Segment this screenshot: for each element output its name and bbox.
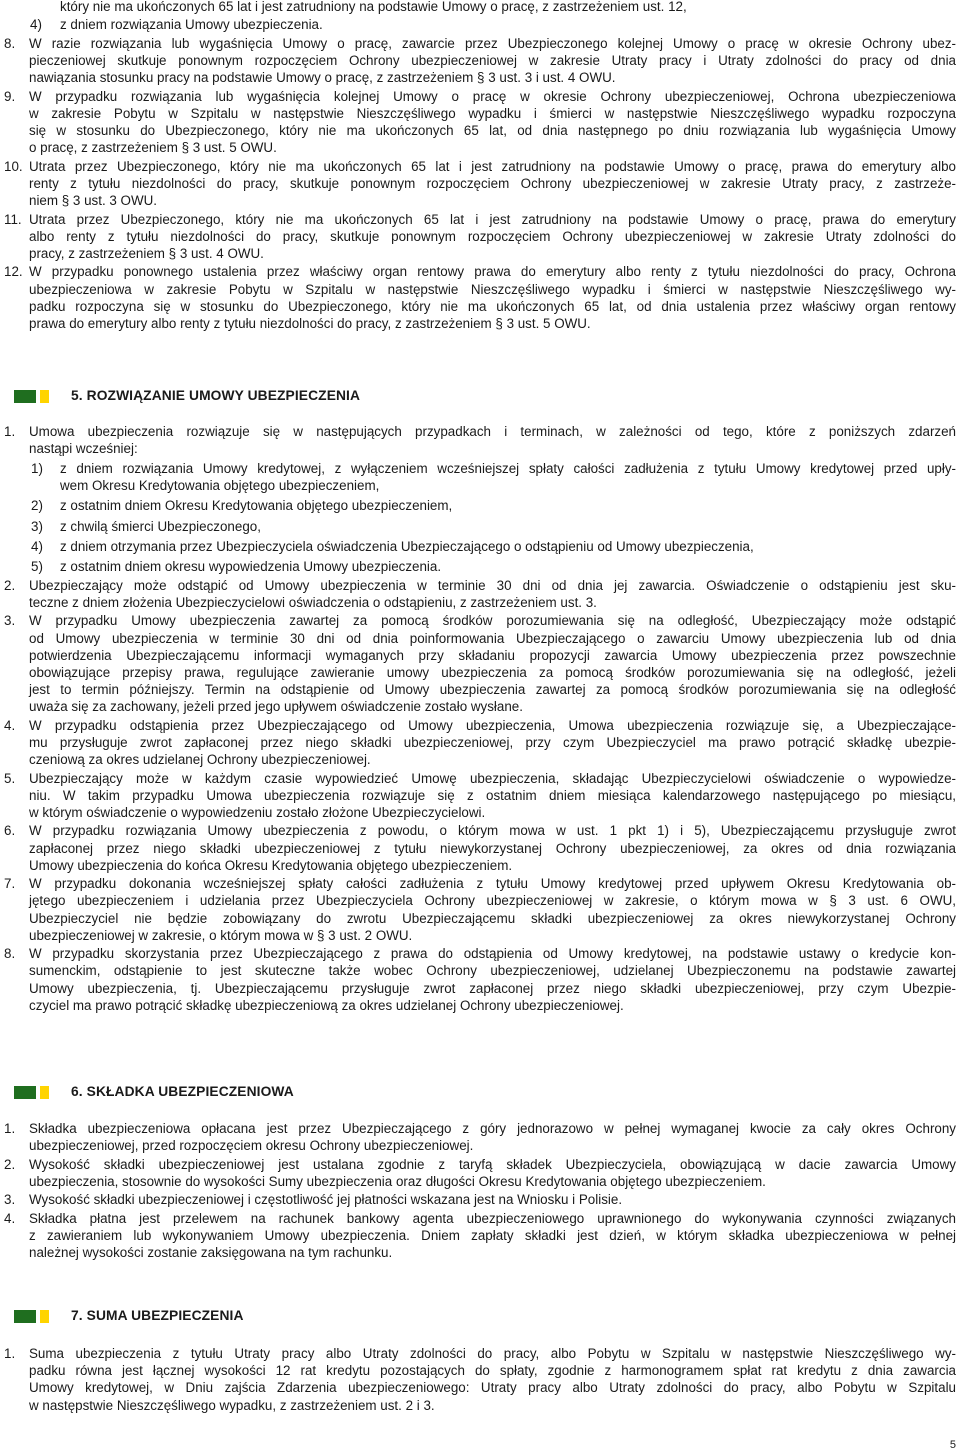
list-item-line: sumenckim, odstąpienie to jest skuteczne także wobec Ochrony ubezpieczeniowej, udzielanej Ubezpieczonemu na podstawie zawartej (29, 963, 956, 979)
list-number: 3. (4, 613, 16, 629)
list-item-line: o pracę, z zastrzeżeniem § 3 ust. 5 OWU. (29, 140, 277, 156)
list-item-line: Ubezpieczyciel nie będzie zobowiązany do zwrotu Ubezpieczającemu składki ubezpieczeniowej za okres niewykorzystanej Ochrony (29, 910, 956, 926)
list-item-line: W razie rozwiązania lub wygaśnięcia Umowy o pracę, zawarcie przez Ubezpieczonego kolejnej Umowy o pracę w okresie Ochrony ubez- (29, 36, 956, 51)
list-number: 2) (31, 498, 43, 514)
continued-text-line: który nie ma ukończonych 65 lat i jest zatrudniony na podstawie Umowy o pracę, z zastrzeżeniem ust. 12, (60, 0, 687, 14)
heading-marker-yellow (40, 1086, 49, 1099)
list-number: 7. (4, 876, 16, 892)
list-item-line: z dniem rozwiązania Umowy kredytowej, z wyłączeniem wcześniejszej spłaty całości zadłużenia z tytułu Umowy kredytowej przed upły- (60, 460, 956, 476)
list-item-line: w zakresie Pobytu w Szpitalu w następstwie Nieszczęśliwego wypadku i śmierci w następstwie Nieszczęśliwego wypadku rozpoczyna (29, 106, 956, 121)
list-number: 8. (4, 36, 16, 51)
list-number: 5. (4, 770, 16, 786)
list-item-line: pieczeniowej skutkuje ponownym rozpoczęciem Ochrony ubezpieczeniowej w zakresie Utraty pracy i Utraty zdolności do pracy od dnia (29, 53, 956, 69)
list-number: 1. (4, 1121, 16, 1136)
list-number: 1. (4, 424, 16, 439)
list-item-line: W przypadku odstąpienia przez Ubezpieczającego od Umowy ubezpieczenia, Umowa ubezpieczenia rozwiązuje się, a Ubezpieczające- (29, 717, 956, 733)
list-number: 5) (31, 559, 43, 575)
list-item-line: Ubezpieczający może w każdym czasie wypowiedzieć Umowę ubezpieczenia, składając Ubezpieczycielowi oświadczenie o wypowiedze- (29, 770, 956, 786)
heading-marker-yellow (40, 1310, 49, 1323)
list-item-line: Umowy ubezpieczenia, tj. Ubezpieczającemu przysługuje zwrot zapłaconej przez niego składki ubezpieczeniowej, przy czym Ubezpie- (29, 980, 956, 996)
list-item-line: Utrata przez Ubezpieczonego, który nie ma ukończonych 65 lat i jest zatrudniony na podstawie Umowy o pracę, prawa do emerytury albo (29, 158, 956, 174)
list-item-line: albo renty z tytułu niezdolności do pracy, skutkuje ponownym rozpoczęciem Ochrony ubezpieczeniowej w zakresie Utraty zdolności do (29, 228, 956, 244)
list-item-line: W przypadku ponownego ustalenia przez właściwy organ rentowy prawa do emerytury albo renty z tytułu niezdolności do pracy, Ochrona (29, 264, 956, 280)
heading-marker-yellow (40, 390, 49, 403)
list-item-line: W przypadku dokonania wcześniejszej spłaty całości zadłużenia z tytułu Umowy kredytowej przed upływem Okresu Kredytowania ob- (29, 876, 956, 892)
list-number: 1) (31, 460, 43, 476)
section-heading (0, 1306, 960, 1328)
list-item-line: pracy, z zastrzeżeniem § 3 ust. 4 OWU. (29, 246, 264, 261)
list-item-line: Składka ubezpieczeniowa opłacana jest przez Ubezpieczającego z góry jednorazowo w pełnej wymaganej kwocie za cały okres Ochrony (29, 1121, 956, 1136)
list-item-line: nawiązania stosunku pracy na podstawie Umowy o pracę, z zastrzeżeniem § 3 ust. 3 i ust. 4 OWU. (29, 70, 616, 86)
list-item-line: potwierdzenia Ubezpieczającemu informacji wymaganych przy składaniu propozycji zawarcia Umowy ubezpieczenia przez powszechnie (29, 647, 956, 663)
section-title: 6. SKŁADKA UBEZPIECZENIOWA (71, 1084, 294, 1099)
list-item-line: w którym oświadczenie o wypowiedzeniu zostało złożone Ubezpieczycielowi. (29, 805, 486, 820)
list-item-line: ubezpieczeniowa w zakresie Pobytu w Szpitalu w następstwie Nieszczęśliwego wypadku i śmierci w następstwie Nieszczęśliwego wy- (29, 281, 956, 297)
list-item-line: wem Okresu Kredytowania objętego ubezpieczeniem, (60, 477, 380, 493)
list-number: 2. (4, 1156, 16, 1172)
list-item-line: od Umowy ubezpieczenia w terminie 30 dni od dnia poinformowania Ubezpieczającego o zawarciu Umowy ubezpieczenia lub od dnia (29, 630, 956, 646)
list-item-line: w następstwie Nieszczęśliwego wypadku, z zastrzeżeniem ust. 2 i 3. (29, 1397, 435, 1413)
list-item-line: należnej wysokości zostanie zaksięgowana na tym rachunku. (29, 1245, 393, 1260)
list-item-line: zapłaconej przez niego składki ubezpieczeniowej z tytułu niewykorzystanej Ochrony ubezpieczeniowej, za okres od dnia rozwiązania (29, 840, 956, 856)
list-number: 12. (4, 264, 23, 280)
list-item-line: renty z tytułu niezdolności do pracy, skutkuje ponownym rozpoczęciem Ochrony ubezpieczeniowej w zakresie Utraty pracy, z zastrzeże- (29, 176, 956, 191)
list-item-line: padku rozpoczyna się w stosunku do Ubezpieczonego, który nie ma ukończonych 65 lat, od dnia ustalenia przez właściwy organ rentowy (29, 298, 956, 314)
heading-marker-green (14, 1310, 36, 1323)
list-item-line: Składka płatna jest przelewem na rachunek bankowy agenta ubezpieczeniowego uprawnionego do wykonywania czynności związanych (29, 1210, 956, 1226)
list-item-line: ubezpieczeniowej w zakresie, o którym mowa w § 3 ust. 2 OWU. (29, 927, 413, 943)
list-item-line: teczne z dniem złożenia Ubezpieczycielowi oświadczenia o odstąpieniu, z zastrzeżeniem ust. 3. (29, 595, 597, 610)
list-item-line: niu. W takim przypadku Umowa ubezpieczenia rozwiązuje się z ostatnim dniem miesiąca kalendarzowego następującego po miesiącu, (29, 787, 956, 803)
section-title: 7. SUMA UBEZPIECZENIA (71, 1308, 244, 1323)
list-number: 4. (4, 717, 16, 733)
list-item-line: z ostatnim dniem okresu wypowiedzenia Umowy ubezpieczenia. (60, 559, 442, 575)
list-item-line: Wysokość składki ubezpieczeniowej jest ustalana zgodnie z taryfą składek Ubezpieczyciela, obowiązującą w dacie zawarcia Umowy (29, 1156, 956, 1172)
list-item-line: się w stosunku do Ubezpieczonego, który nie ma ukończonych 65 lat, od dnia następnego po dniu rozwiązania lub wygaśnięcia Umowy (29, 123, 956, 139)
list-number: 6. (4, 823, 16, 839)
list-number: 8. (4, 946, 16, 962)
list-item-line: Suma ubezpieczenia z tytułu Utraty pracy albo Utraty zdolności do pracy, albo Pobytu w Szpitalu w następstwie Nieszczęśliwego wy- (29, 1346, 956, 1361)
list-number: 11. (4, 211, 22, 227)
list-item-line: z ostatnim dniem Okresu Kredytowania objętego ubezpieczeniem, (60, 498, 453, 514)
section-title: 5. ROZWIĄZANIE UMOWY UBEZPIECZENIA (71, 388, 361, 403)
list-item-line: uważa się za zachowany, jeżeli przed jego upływem oświadczenie zostało wysłane. (29, 699, 523, 715)
list-item-line: prawa do emerytury albo renty z tytułu niezdolności do pracy, z zastrzeżeniem § 3 ust. 5 OWU. (29, 316, 591, 331)
list-item-line: W przypadku rozwiązania lub wygaśnięcia kolejnej Umowy o pracę w okresie Ochrony ubezpieczeniowej, Ochrona ubezpieczeniowa (29, 88, 956, 104)
list-item-line: Umowy kredytowej, w Dniu zajścia Zdarzenia ubezpieczeniowego: Utraty pracy albo Utraty zdolności do pracy, albo Pobytu w Szpitalu (29, 1380, 956, 1396)
list-number: 1. (4, 1346, 16, 1361)
section-heading (0, 1082, 960, 1104)
list-number: 10. (4, 158, 23, 174)
list-number: 3. (4, 1192, 16, 1208)
section-heading (0, 386, 960, 408)
list-item-line: z dniem otrzymania przez Ubezpieczyciela oświadczenia Ubezpieczającego o odstąpieniu od Umowy ubezpieczenia, (60, 539, 754, 554)
list-item-line: czyciel ma prawo potrącić składkę ubezpieczeniową za okres udzielanej Ochrony ubezpieczeniowej. (29, 997, 624, 1013)
list-item-line: jest to termin późniejszy. Termin na odstąpienie od Umowy ubezpieczenia zawartej za pomocą środków porozumiewania się na odległość (29, 682, 956, 698)
list-item-line: padku równa jest łącznej wysokości 12 rat kredytu pozostających do spłaty, zgodnie z harmonogramem spłat rat kredytu z dnia zawarcia (29, 1363, 956, 1379)
list-item-line: W przypadku skorzystania przez Ubezpieczającego z prawa do odstąpienia od Umowy kredytowej, na podstawie ustawy o kredycie kon- (29, 946, 956, 962)
list-item-line: z chwilą śmierci Ubezpieczonego, (60, 518, 261, 534)
heading-marker-green (14, 1086, 36, 1099)
list-number: 9. (4, 88, 16, 104)
list-item-line: niem § 3 ust. 3 OWU. (29, 193, 157, 209)
list-number: 2. (4, 577, 16, 593)
list-number: 4) (31, 539, 43, 554)
list-item-line: z zawieraniem lub wykonywaniem Umowy ubezpieczenia. Dniem zapłaty składki jest dzień, w którym składka ubezpieczeniowa w pełnej (29, 1227, 956, 1243)
list-item-line: Umowa ubezpieczenia rozwiązuje się w następujących przypadkach i terminach, w zależności od tego, które z poniższych zdarzeń (29, 424, 956, 439)
list-item-line: jętego ubezpieczeniem i udzielania przez Ubezpieczyciela Ochrony ubezpieczeniowej w zakresie, o którym mowa w § 3 ust. 6 OWU, (29, 893, 956, 909)
list-item-line: W przypadku rozwiązania Umowy ubezpieczenia z powodu, o którym mowa w ust. 1 pkt 1) i 5), Ubezpieczającemu przysługuje zwrot (29, 823, 956, 839)
list-item-line: Umowy ubezpieczenia do końca Okresu Kredytowania objętego ubezpieczeniem. (29, 857, 513, 873)
list-number: 4. (4, 1210, 16, 1226)
list-item-line: ubezpieczeniowej, przed rozpoczęciem okresu Ochrony ubezpieczeniowej. (29, 1138, 474, 1154)
list-item-line: Ubezpieczający może odstąpić od Umowy ubezpieczenia w terminie 30 dni od dnia jej zawarcia. Oświadczenie o odstąpieniu jest sku- (29, 577, 956, 593)
list-item-line: Wysokość składki ubezpieczeniowej i częstotliwość jej płatności wskazana jest na Wniosku i Polisie. (29, 1192, 623, 1208)
list-item-text: z dniem rozwiązania Umowy ubezpieczenia. (60, 17, 323, 32)
list-item-line: W przypadku Umowy ubezpieczenia zawartej za pomocą środków porozumiewania się na odległość, Ubezpieczający może odstąpić (29, 613, 956, 629)
list-item-line: ubezpieczenia, stosownie do wysokości Sumy ubezpieczenia oraz długości Okresu Kredytowania objętego ubezpieczeniem. (29, 1173, 766, 1189)
list-item-line: nastąpi wcześniej: (29, 441, 138, 457)
heading-marker-green (14, 390, 36, 403)
list-number: 3) (31, 518, 43, 534)
list-item-line: mu przysługuje zwrot zapłaconej przez niego składki ubezpieczeniowej, przy czym Ubezpieczyciel ma prawo potrącić składkę ubezpie- (29, 735, 956, 750)
list-item-line: Utrata przez Ubezpieczonego, który nie ma ukończonych 65 lat i jest zatrudniony na podstawie Umowy o pracę, prawa do emerytury (29, 211, 956, 227)
page-number: 5 (949, 1438, 956, 1451)
list-number: 4) (30, 17, 42, 32)
list-item-line: czeniową za okres udzielanej Ochrony ubezpieczeniowej. (29, 752, 371, 768)
list-item-line: obowiązujące przepisy prawa, regulujące zawieranie umowy ubezpieczenia za pomocą środków porozumiewania się na odległość, jeżeli (29, 665, 956, 680)
